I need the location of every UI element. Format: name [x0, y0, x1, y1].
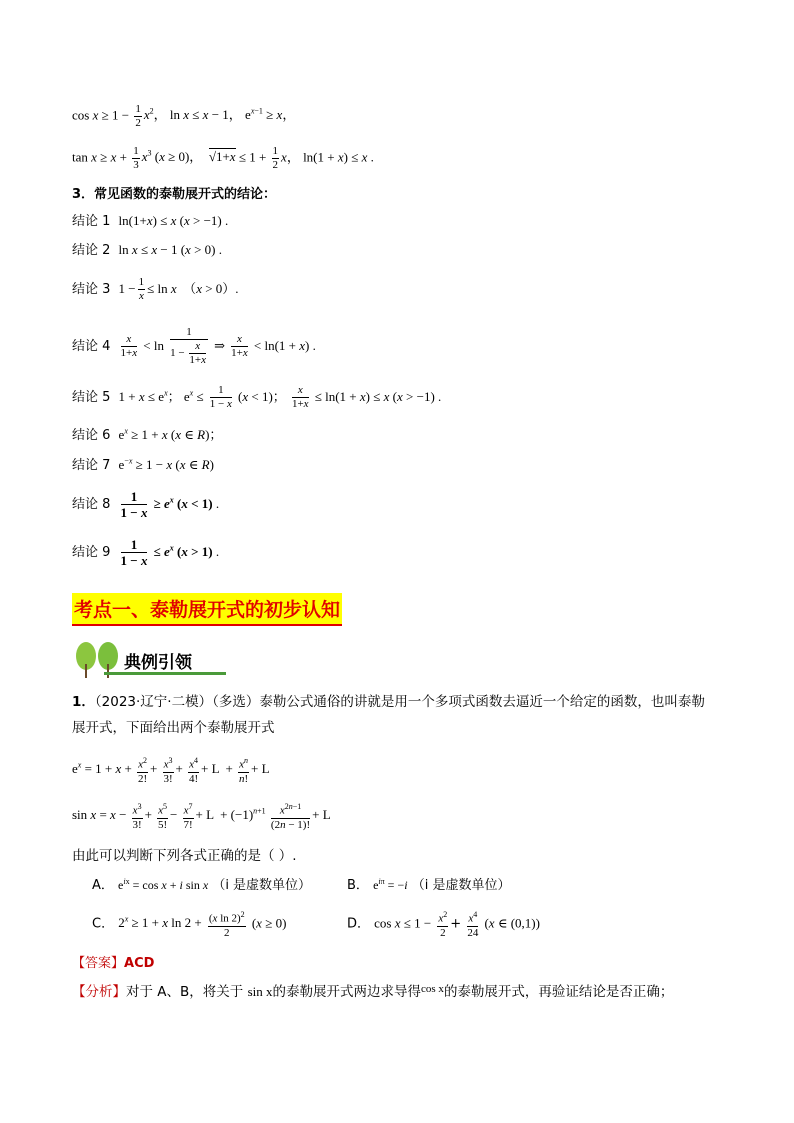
conclusion-8: 结论 8 $\frac{1}{1 - x}$ ≥ $e^x$ (x < 1) .	[72, 489, 220, 520]
conclusion-label: 结论 9	[72, 545, 111, 560]
formula-sin: sin x = x − $\frac{x^3}{3!}$ + $\frac{x^5}{5!}$ − $\frac{x^7}{7!}$ + $L + (-1)^{n+1}$ $\frac{x^{2n-1}}{(2n - 1)!}$ + L	[72, 802, 331, 831]
conclusion-label: 结论 6	[72, 428, 111, 444]
conclusion-7: 结论 7 $e^{-x} \ge 1 - x$ (x ∈ R)	[72, 457, 214, 474]
option-note: （i 是虚数单位）	[411, 878, 511, 893]
analysis-tag: 【分析】	[72, 984, 126, 1000]
conclusion-2: 结论 2 ln x ≤ x − 1 (x > 0) .	[72, 242, 222, 258]
section3-heading: 3．常见函数的泰勒展开式的结论：	[72, 187, 277, 202]
option-letter: A．	[92, 878, 114, 893]
conclusion-label: 结论 7	[72, 458, 111, 474]
problem-line-1	[72, 689, 705, 715]
answer-tag: 【答案】	[72, 956, 125, 971]
option-letter: B．	[347, 878, 369, 893]
option-b[interactable]: B． $e^{i\pi} = -i$ （i 是虚数单位）	[347, 877, 511, 893]
conclusion-label: 结论 8	[72, 497, 111, 512]
problem-text: 泰勒公式通俗的讲就是用一个多项式函数去逼近一个给定的函数，也叫泰勒	[259, 694, 705, 710]
analysis-text: 对于 A、B，将关于	[126, 984, 244, 1000]
section-title: 考点一、泰勒展开式的初步认知	[72, 593, 342, 626]
analysis-math: cos x	[421, 983, 444, 995]
option-letter: C．	[92, 916, 115, 932]
option-note: （i 是虚数单位）	[212, 878, 312, 893]
option-letter: D．	[347, 916, 371, 932]
analysis-text: 的泰勒展开式两边求导得	[272, 984, 422, 1000]
conclusion-3: 结论 3 1 − $\frac{1}{x}$ ≤ ln x （x > 0）.	[72, 276, 239, 302]
conclusion-9: 结论 9 $\frac{1}{1 - x}$ ≤ $e^x$ (x > 1) .	[72, 537, 220, 568]
conclusion-5: 结论 5 $1 + x \le e^x$； $e^x$ ≤ $\frac{1}{1 - x}$ (x < 1)； $\frac{x}{1+x}$ ≤ ln(1 + x) ≤ x (x > −1) .	[72, 384, 442, 410]
option-c[interactable]: C． $2^x \ge 1 + x$ ln 2 + $\frac{(x \ln 2)^2}{2}$ (x ≥ 0)	[92, 910, 287, 939]
analysis-math: sin x	[247, 984, 273, 999]
example-banner-title: 典例引领	[124, 653, 192, 673]
inequality-row-1: cos x ≥ 1 − $\frac{1}{2}$ $x^2$， ln x ≤ x − 1， $e^{x-1} \ge x$，	[72, 103, 296, 129]
problem-source: （2023·辽宁·二模）（多选）	[94, 694, 260, 710]
answer-value: ACD	[124, 956, 155, 971]
option-a[interactable]: A． $e^{ix} = \cos x + i$ sin x （i 是虚数单位）	[92, 877, 312, 893]
question: 由此可以判断下列各式正确的是（ ）.	[72, 848, 297, 864]
conclusion-label: 结论 2	[72, 243, 111, 258]
inequality-row-2: tan x ≥ x + $\frac{1}{3}$ $x^3$ (x ≥ 0)， √1+x ≤ 1 + $\frac{1}{2}$ x， ln(1 + x) ≤ x .	[72, 145, 374, 171]
analysis	[72, 980, 673, 1000]
conclusion-6: 结论 6 $e^x \ge 1 + x$ (x ∈ R)；	[72, 427, 223, 444]
conclusion-label: 结论 4	[72, 339, 111, 354]
example-banner	[72, 638, 227, 680]
conclusion-label: 结论 5	[72, 390, 111, 405]
answer	[72, 952, 154, 971]
problem-number: 1．	[72, 694, 95, 710]
option-d[interactable]: D． cos x ≤ 1 − $\frac{x^2}{2}$ + $\frac{x^4}{24}$ (x ∈ (0,1))	[347, 910, 540, 939]
analysis-text: 的泰勒展开式，再验证结论是否正确；	[443, 984, 674, 1000]
conclusion-1: 结论 1 ln(1+x) ≤ x (x > −1) .	[72, 213, 229, 229]
conclusion-label: 结论 1	[72, 214, 111, 229]
formula-exp: $e^x = 1 + x$ + $\frac{x^2}{2!}$ + $\frac{x^3}{3!}$ + $\frac{x^4}{4!}$ + L + $\frac{x^n}{n!}$ + L	[72, 756, 270, 785]
conclusion-label: 结论 3	[72, 282, 111, 297]
problem-line-2: 展开式，下面给出两个泰勒展开式	[72, 720, 275, 736]
conclusion-4: 结论 4 $\frac{x}{1+x}$ < ln 1 1 − $\frac{x}{1+x}$ ⇒ $\frac{x}{1+x}$ < ln(1 + x) .	[72, 326, 316, 366]
